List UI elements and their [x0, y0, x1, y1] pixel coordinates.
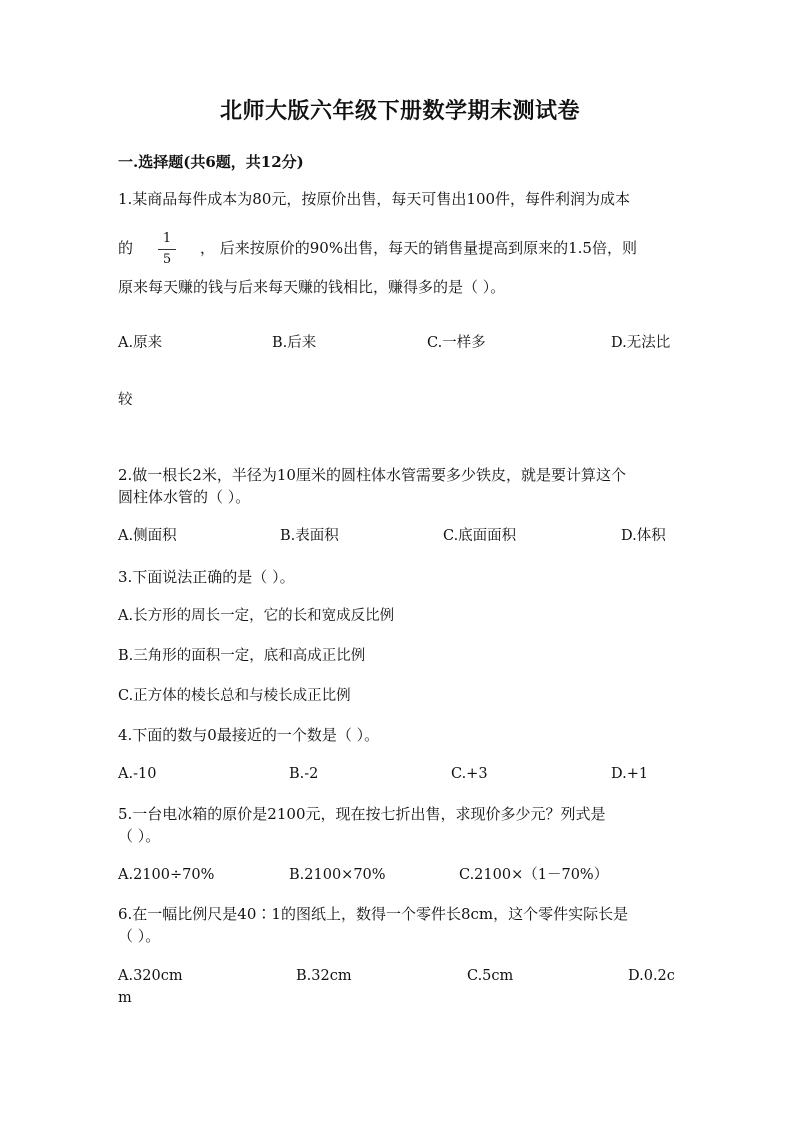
- q1-option-c[interactable]: C.一样多: [427, 335, 486, 351]
- q6-option-d-wrap: m: [118, 990, 132, 1006]
- q3-option-b[interactable]: B.三角形的面积一定，底和高成正比例: [118, 648, 366, 664]
- q6-option-a[interactable]: A.320cm: [118, 968, 183, 984]
- q5-option-c[interactable]: C.2100×（1－70%）: [459, 867, 609, 883]
- q1-option-d[interactable]: D.无法比: [611, 335, 671, 351]
- question-5-line-2: （ ）。: [118, 827, 161, 845]
- fraction-numerator: 1: [162, 231, 172, 246]
- question-2-line-2: 圆柱体水管的（ ）。: [118, 488, 251, 506]
- q6-option-b[interactable]: B.32cm: [296, 968, 352, 984]
- q5-option-a[interactable]: A.2100÷70%: [118, 867, 215, 883]
- question-1-line-1: 1.某商品每件成本为80元，按原价出售，每天可售出100件，每件利润为成本: [118, 190, 631, 208]
- question-6-line-2: （ ）。: [118, 927, 161, 945]
- q1-option-b[interactable]: B.后来: [272, 335, 317, 351]
- q2-option-d[interactable]: D.体积: [621, 528, 666, 544]
- q3-option-a[interactable]: A.长方形的周长一定，它的长和宽成反比例: [118, 608, 395, 624]
- question-4-line-1: 4.下面的数与0最接近的一个数是（ ）。: [118, 726, 380, 744]
- question-5-line-1: 5.一台电冰箱的原价是2100元，现在按七折出售，求现价多少元？列式是: [118, 805, 606, 823]
- question-6-line-1: 6.在一幅比例尺是40∶1的图纸上，数得一个零件长8cm，这个零件实际长是: [118, 905, 629, 923]
- q3-option-c[interactable]: C.正方体的棱长总和与棱长成正比例: [118, 688, 351, 704]
- q6-option-d[interactable]: D.0.2c: [628, 968, 675, 984]
- question-1-line-2: ， 后来按原价的90%出售，每天的销售量提高到原来的1.5倍，则: [200, 239, 637, 257]
- q1-option-a[interactable]: A.原来: [118, 335, 163, 351]
- q2-option-c[interactable]: C.底面面积: [443, 528, 517, 544]
- q4-option-d[interactable]: D.+1: [611, 766, 649, 782]
- q4-option-a[interactable]: A.-10: [118, 766, 157, 782]
- q2-option-b[interactable]: B.表面积: [280, 528, 339, 544]
- q6-option-c[interactable]: C.5cm: [467, 968, 514, 984]
- question-1-line-2-prefix: 的: [118, 239, 134, 257]
- fraction-bar: [158, 249, 176, 250]
- question-3-line-1: 3.下面说法正确的是（ ）。: [118, 568, 295, 586]
- page-title: 北师大版六年级下册数学期末测试卷: [219, 98, 580, 124]
- fraction-one-fifth: [158, 232, 176, 267]
- fraction-denominator: 5: [162, 252, 172, 267]
- section-heading: 一.选择题(共6题，共12分): [118, 153, 304, 171]
- q4-option-c[interactable]: C.+3: [451, 766, 488, 782]
- q4-option-b[interactable]: B.-2: [289, 766, 319, 782]
- q5-option-b[interactable]: B.2100×70%: [289, 867, 386, 883]
- question-2-line-1: 2.做一根长2米，半径为10厘米的圆柱体水管需要多少铁皮，就是要计算这个: [118, 466, 626, 484]
- q1-option-d-wrap: 较: [118, 392, 133, 408]
- q2-option-a[interactable]: A.侧面积: [118, 528, 177, 544]
- question-1-line-3: 原来每天赚的钱与后来每天赚的钱相比，赚得多的是（ ）。: [118, 278, 506, 296]
